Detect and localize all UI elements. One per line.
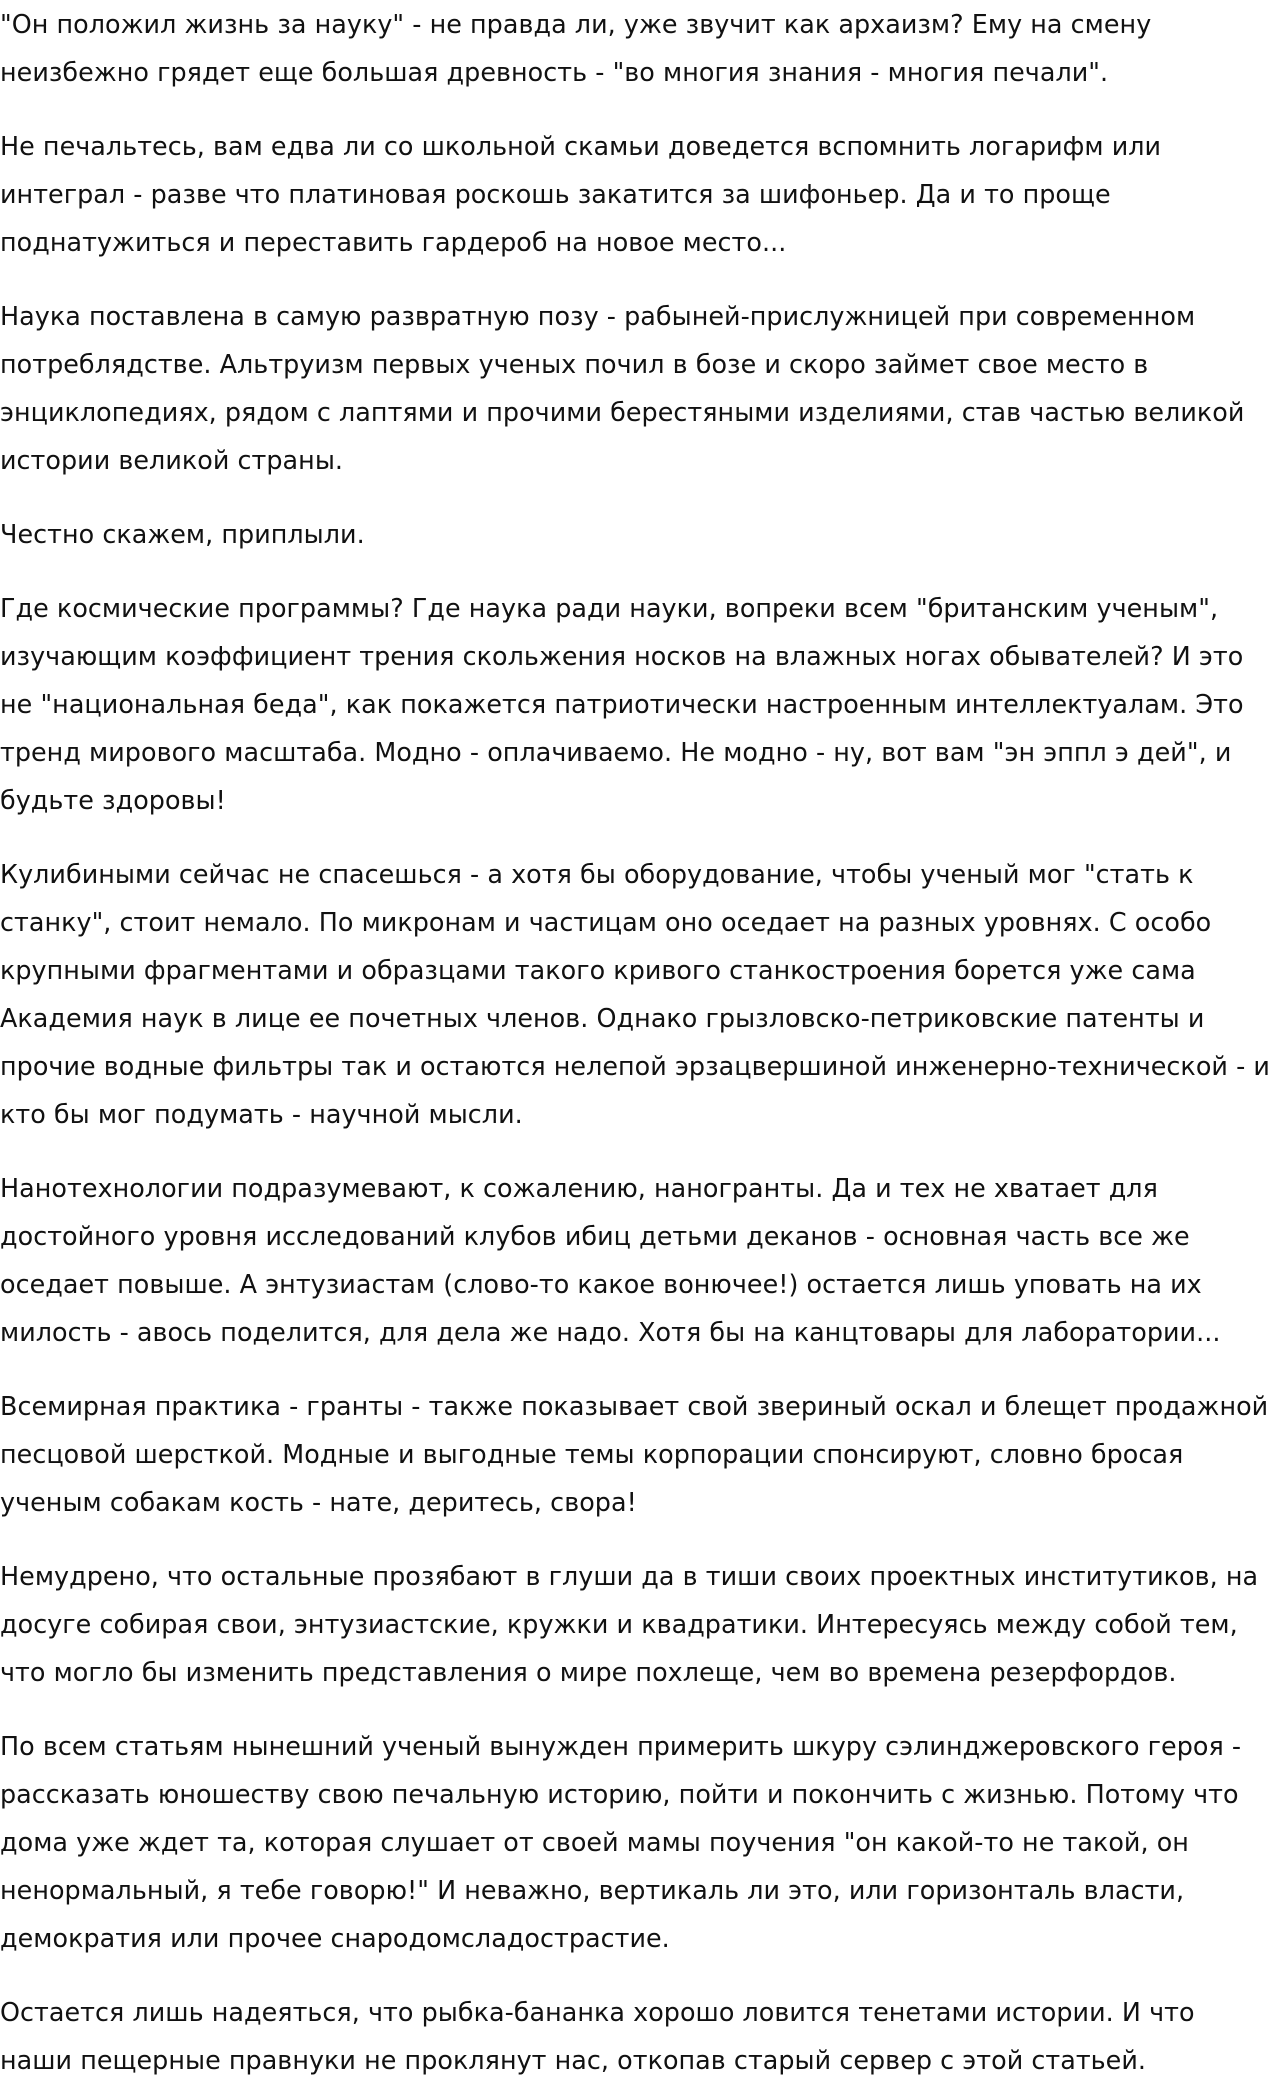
paragraph-1: "Он положил жизнь за науку" - не правда ли, уже звучит как архаизм? Ему на смену неизбежно грядет еще большая древность - "во многия знания - многия печали". — [0, 9, 1152, 87]
paragraph-7: Нанотехнологии подразумевают, к сожалению, наногранты. Да и тех не хватает для достойного уровня исследований клубов ибиц детьми деканов - основная часть все же оседает повыше. А энтузиастам (слово-то какое вонючее!) остается лишь уповать на их милость - авось поделится, для дела же надо. Хотя бы на канцтовары для лаборатории... — [0, 1173, 1221, 1347]
paragraph-2: Не печальтесь, вам едва ли со школьной скамьи доведется вспомнить логарифм или интеграл - разве что платиновая роскошь закатится за шифоньер. Да и то проще поднатужиться и переставить гардероб на новое место... — [0, 131, 1162, 257]
paragraph-4: Честно скажем, приплыли. — [0, 519, 365, 549]
paragraph-8: Всемирная практика - гранты - также показывает свой звериный оскал и блещет продажной песцовой шерсткой. Модные и выгодные темы корпорации спонсируют, словно бросая ученым собакам кость - нате, деритесь, свора! — [0, 1391, 1269, 1517]
paragraph-10: По всем статьям нынешний ученый вынужден примерить шкуру сэлинджеровского героя - рассказать юношеству свою печальную историю, пойти и покончить с жизнью. Потому что дома уже ждет та, которая слушает от своей мамы поучения "он какой-то не такой, он ненормальный, я тебе говорю!" И неважно, вертикаль ли это, или горизонталь власти, демократия или прочее снародомсладострастие. — [0, 1731, 1242, 1953]
paragraph-5: Где космические программы? Где наука ради науки, вопреки всем "британским ученым", изучающим коэффициент трения скольжения носков на влажных ногах обывателей? И это не "национальная беда", как покажется патриотически настроенным интеллектуалам. Это тренд мирового масштаба. Модно - оплачиваемо. Не модно - ну, вот вам "эн эппл э дей", и будьте здоровы! — [0, 593, 1244, 815]
paragraph-11: Остается лишь надеяться, что рыбка-бананка хорошо ловится тенетами истории. И что наши пещерные правнуки не проклянут нас, откопав старый сервер с этой статьей. — [0, 1997, 1195, 2075]
paragraph-3: Наука поставлена в самую развратную позу - рабыней-прислужницей при современном потреблядстве. Альтруизм первых ученых почил в бозе и скоро займет свое место в энциклопедиях, рядом с лаптями и прочими берестяными изделиями, став частью великой истории великой страны. — [0, 301, 1245, 475]
paragraph-6: Кулибиными сейчас не спасешься - а хотя бы оборудование, чтобы ученый мог "стать к станку", стоит немало. По микронам и частицам оно оседает на разных уровнях. С особо крупными фрагментами и образцами такого кривого станкостроения борется уже сама Академия наук в лице ее почетных членов. Однако грызловско-петриковские патенты и прочие водные фильтры так и остаются нелепой эрзацвершиной инженерно-технической - и кто бы мог подумать - научной мысли. — [0, 859, 1270, 1129]
paragraph-9: Немудрено, что остальные прозябают в глуши да в тиши своих проектных институтиков, на досуге собирая свои, энтузиастские, кружки и квадратики. Интересуясь между собой тем, что могло бы изменить представления о мире похлеще, чем во времена резерфордов. — [0, 1561, 1259, 1687]
